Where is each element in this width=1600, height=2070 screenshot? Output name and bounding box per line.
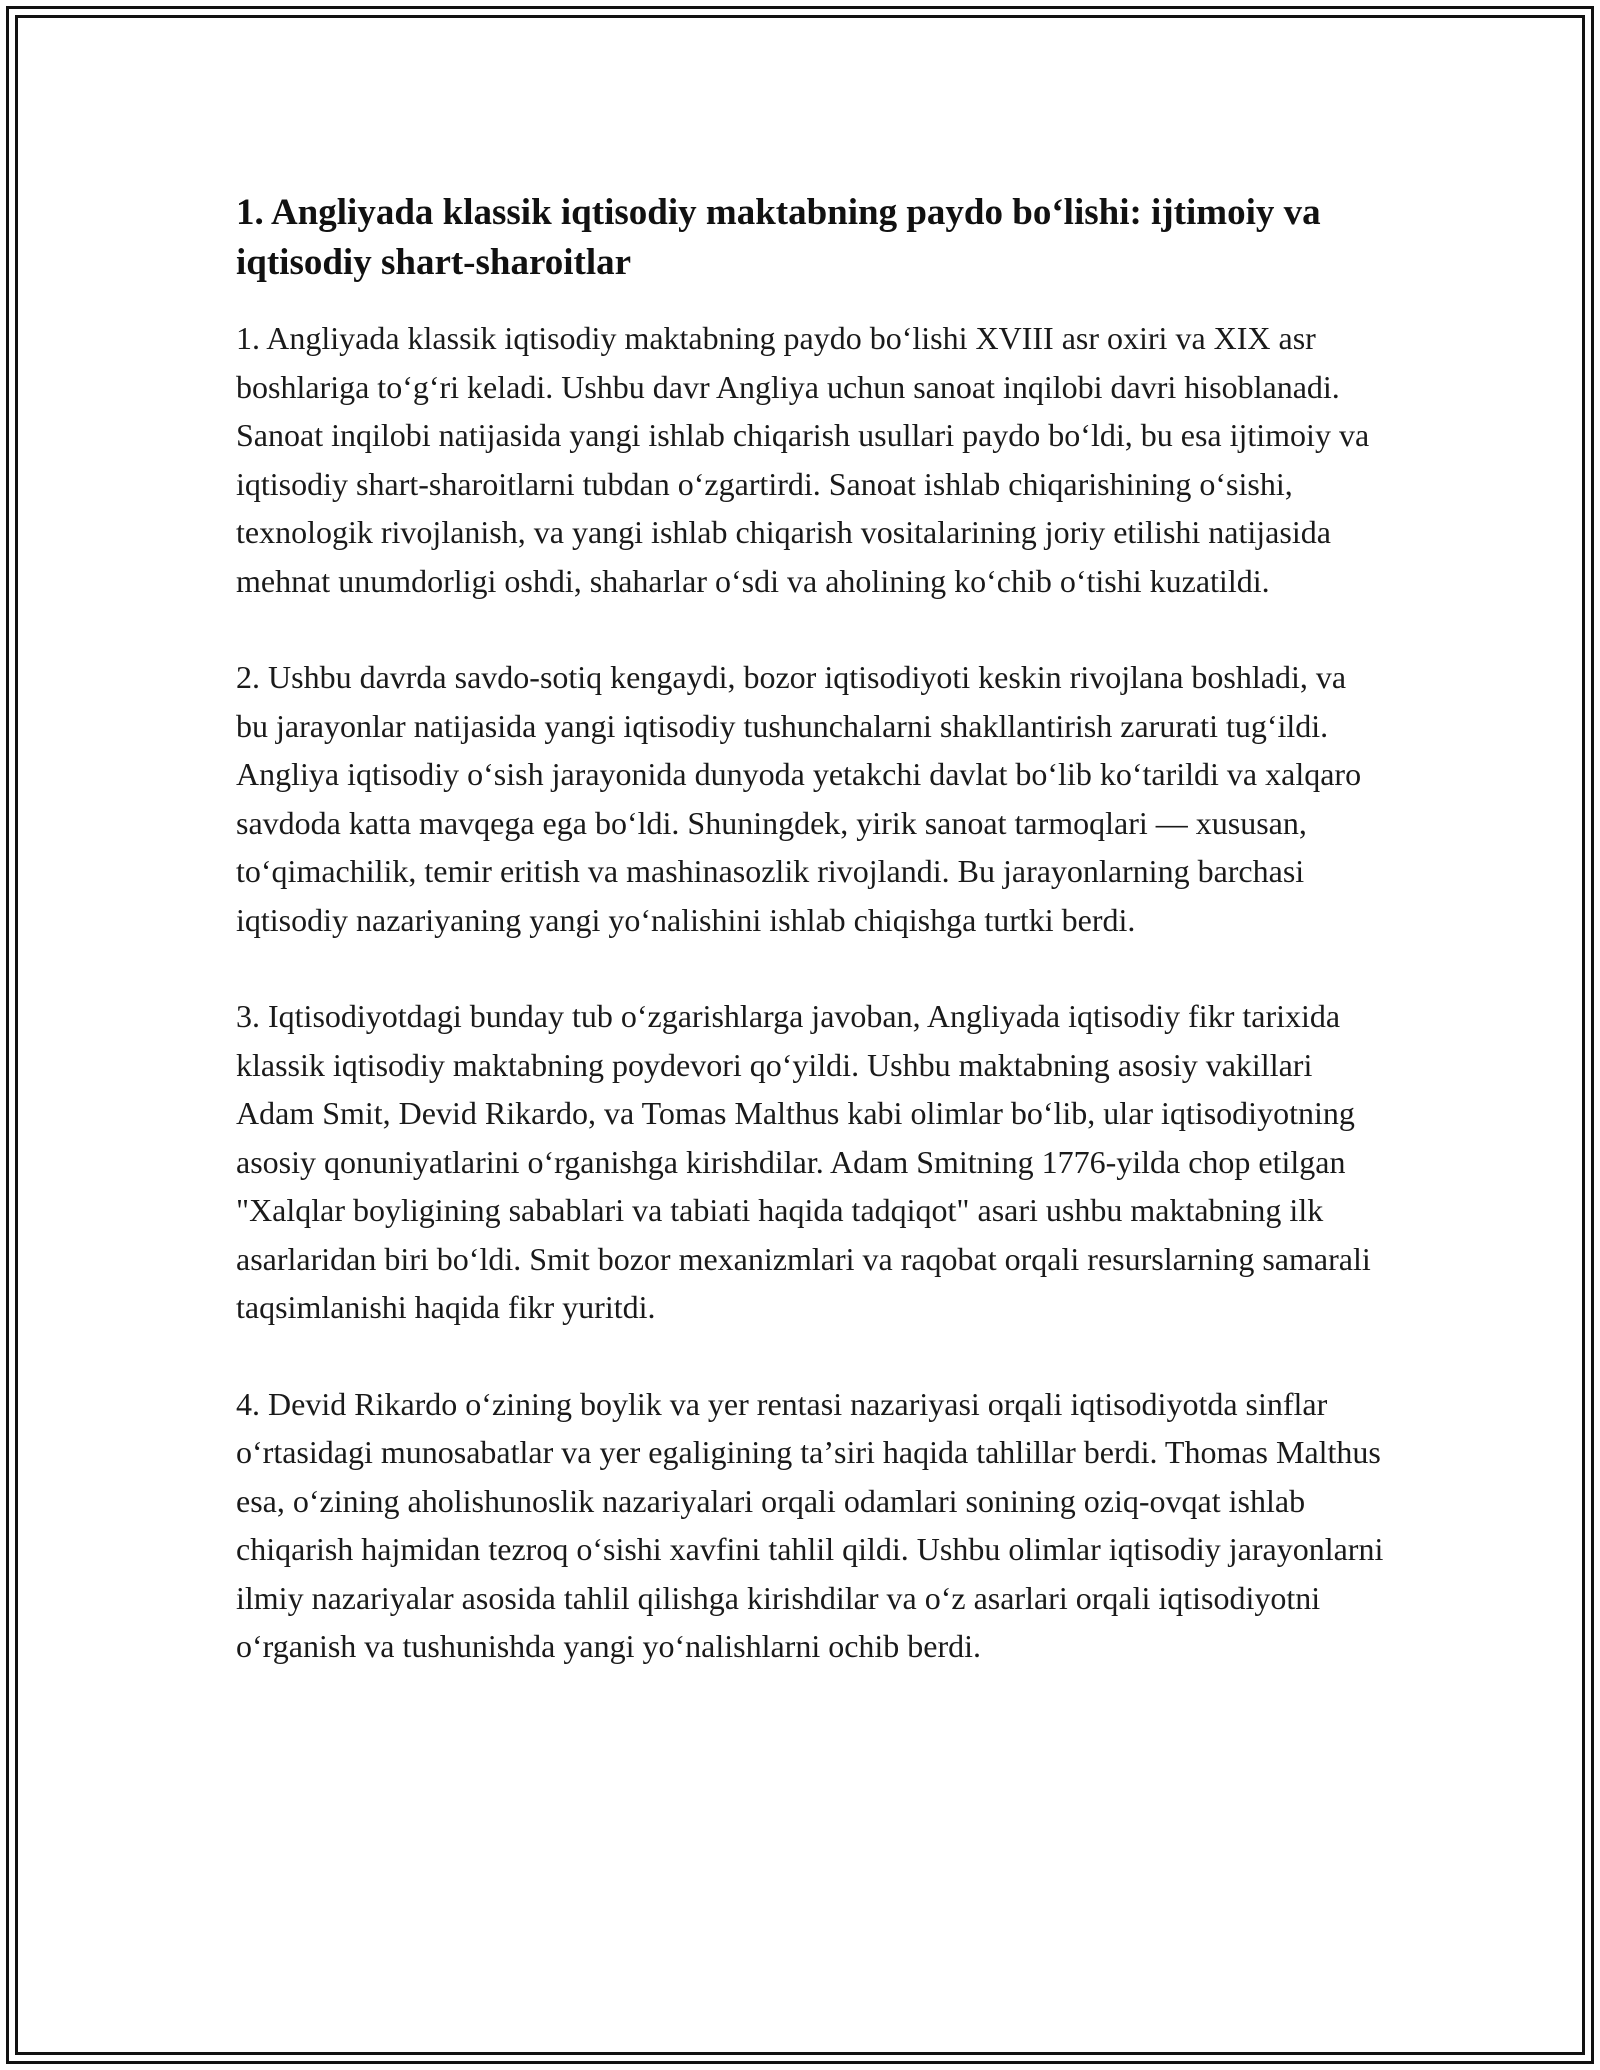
paragraph-3: 3. Iqtisodiyotdagi bunday tub oʻzgarishlarga javoban, Angliyada iqtisodiy fikr tarixida klassik iqtisodiy maktabning poydevori qoʻyildi. Ushbu maktabning asosiy vakillari Adam Smit, Devid Rikardo, va Tomas Malthus kabi olimlar boʻlib, ular iqtisodiyotning asosiy qonuniyatlarini oʻrganishga kirishdilar. Adam Smitning 1776-yilda chop etilgan "Xalqlar boyligining sabablari va tabiati haqida tadqiqot" asari ushbu maktabning ilk asarlaridan biri boʻldi. Smit bozor mexanizmlari va raqobat orqali resurslarning samarali taqsimlanishi haqida fikr yuritdi. [236, 998, 1371, 1325]
paragraph-2: 2. Ushbu davrda savdo-sotiq kengaydi, bozor iqtisodiyoti keskin rivojlana boshladi, va bu jarayonlar natijasida yangi iqtisodiy tushunchalarni shakllantirish zarurati tugʻildi. Angliya iqtisodiy oʻsish jarayonida dunyoda yetakchi davlat boʻlib koʻtarildi va xalqaro savdoda katta mavqega ega boʻldi. Shuningdek, yirik sanoat tarmoqlari — xususan, toʻqimachilik, temir eritish va mashinasozlik rivojlandi. Bu jarayonlarning barchasi iqtisodiy nazariyaning yangi yoʻnalishini ishlab chiqishga turtki berdi. [236, 659, 1362, 938]
paragraph-4: 4. Devid Rikardo oʻzining boylik va yer rentasi nazariyasi orqali iqtisodiyotda sinflar oʻrtasidagi munosabatlar va yer egaligining taʼsiri haqida tahlillar berdi. Thomas Malthus esa, oʻzining aholishunoslik nazariyalari orqali odamlari sonining oziq-ovqat ishlab chiqarish hajmidan tezroq oʻsishi xavfini tahlil qildi. Ushbu olimlar iqtisodiy jarayonlarni ilmiy nazariyalar asosida tahlil qilishga kirishdilar va oʻz asarlari orqali iqtisodiyotni oʻrganish va tushunishda yangi yoʻnalishlarni ochib berdi. [236, 1385, 1384, 1664]
document-title: 1. Angliyada klassik iqtisodiy maktabning paydo boʻlishi: ijtimoiy va iqtisodiy shart-sharoitlar [236, 192, 1321, 283]
document-body [236, 188, 1386, 1719]
paragraph-1: 1. Angliyada klassik iqtisodiy maktabning paydo boʻlishi XVIII asr oxiri va XIX asr boshlariga toʻgʻri keladi. Ushbu davr Angliya uchun sanoat inqilobi davri hisoblanadi. Sanoat inqilobi natijasida yangi ishlab chiqarish usullari paydo boʻldi, bu esa ijtimoiy va iqtisodiy shart-sharoitlarni tubdan oʻzgartirdi. Sanoat ishlab chiqarishining oʻsishi, texnologik rivojlanish, va yangi ishlab chiqarish vositalarining joriy etilishi natijasida mehnat unumdorligi oshdi, shaharlar oʻsdi va aholining koʻchib oʻtishi kuzatildi. [236, 320, 1370, 599]
